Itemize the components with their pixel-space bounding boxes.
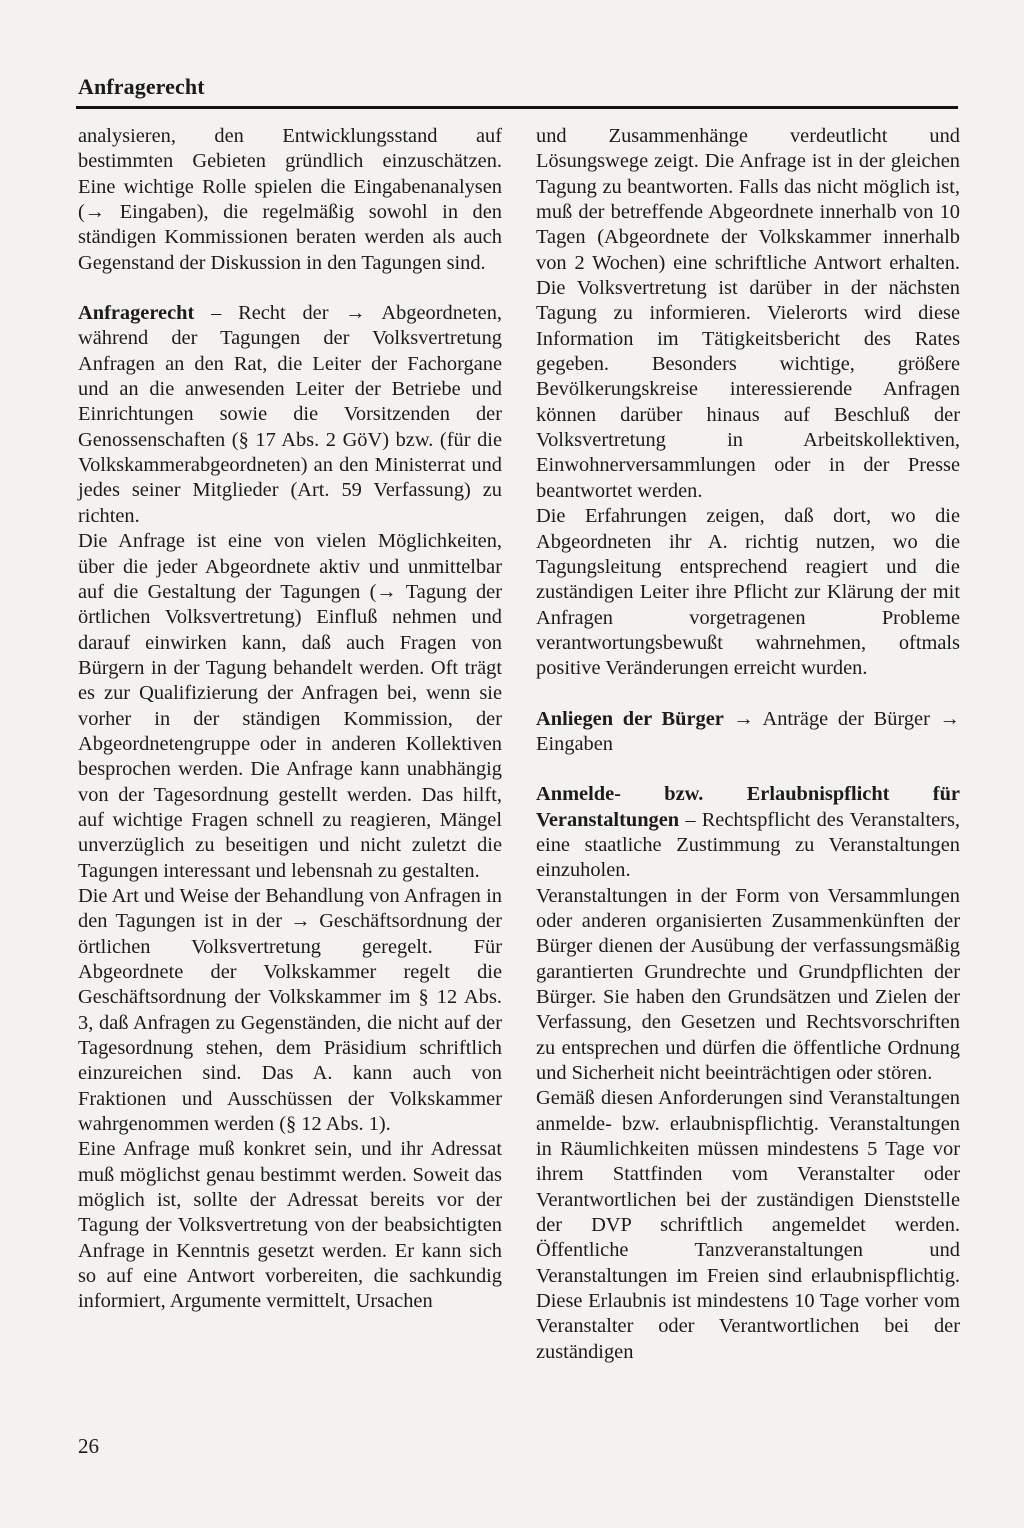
page-number: 26 [78, 1434, 99, 1458]
entry-definition: – Rechtspflicht des Veranstalters, eine staatliche Zustimmung zu Veranstaltungen einzuholen. [536, 808, 960, 882]
entry-anfragerecht [78, 301, 502, 529]
paragraph: analysieren, den Entwicklungsstand auf bestimmten Gebieten gründlich einzuschätzen. Eine wichtige Rolle spielen die Eingabenanalysen (→ Eingaben), die regelmäßig sowohl in den ständigen Kommissionen beraten werden als auch Gegenstand der Diskussion in den Tagungen sind. [78, 125, 502, 274]
header-rule [76, 106, 958, 109]
entry-crossref: → Anträge der Bürger → Eingaben [536, 707, 961, 755]
paragraph: Die Art und Weise der Behandlung von Anfragen in den Tagungen ist in der → Geschäftsordnung der örtlichen Volksvertretung geregelt. Für Abgeordnete der Volkskammer regelt die Geschäftsordnung der Volkskammer im § 12 Abs. 3, daß Anfragen zu Gegenständen, die nicht auf der Tagesordnung stehen, dem Präsidium schriftlich einzureichen sind. Das A. kann auch von Fraktionen und Ausschüssen der Volkskammer wahrgenommen werden (§ 12 Abs. 1). [78, 884, 502, 1136]
paragraph: Eine Anfrage muß konkret sein, und ihr Adressat muß möglichst genau bestimmt werden. Soweit das möglich ist, sollte der Adressat bereits vor der Tagung der Volksvertretung von der beabsichtigten Anfrage in Kenntnis gesetzt werden. Er kann sich so auf eine Antwort vorbereiten, die sachkundig informiert, Argumente vermittelt, Ursachen [78, 1138, 502, 1313]
paragraph: Veranstaltungen in der Form von Versammlungen oder anderen organisierten Zusammenkünften der Bürger dienen der Ausübung der verfassungsmäßig garantierten Grundrechte und Grundpflichten der Bürger. Sie haben den Grundsätzen und Zielen der Verfassung, den Gesetzen und Rechtsvorschriften zu entsprechen und dürfen die öffentliche Ordnung und Sicherheit nicht beeinträchtigen oder stören. [536, 884, 960, 1085]
paragraph: und Zusammenhänge verdeutlicht und Lösungswege zeigt. Die Anfrage ist in der gleichen Tagung zu beantworten. Falls das nicht möglich ist, muß der betreffende Abgeordnete innerhalb von 10 Tagen (Abgeordnete der Volkskammer innerhalb von 2 Wochen) eine schriftliche Antwort erhalten. Die Volksvertretung ist darüber in der nächsten Tagung zu informieren. Vielerorts wird diese Information im Tätigkeitsbericht des Rates gegeben. Besonders wichtige, größere Bevölkerungskreise interessierende Anfragen können darüber hinaus auf Beschluß der Volksvertretung in Arbeitskollektiven, Einwohnerversammlungen oder in der Presse beantwortet werden. [536, 125, 960, 502]
entry-term: Anfragerecht [78, 302, 195, 325]
right-column [536, 124, 960, 1365]
entry-anmeldepflicht [536, 782, 960, 883]
paragraph: Die Anfrage ist eine von vielen Möglichkeiten, über die jeder Abgeordnete aktiv und unmittelbar auf die Gestaltung der Tagungen (→ Tagung der örtlichen Volksvertretung) Einfluß nehmen und darauf einwirken kann, daß auch Fragen von Bürgern in der Tagung behandelt werden. Oft trägt es zur Qualifizierung der Anfragen bei, wenn sie vorher in der ständigen Kommission, der Abgeordnetengruppe oder in anderen Kollektiven besprochen werden. Die Anfrage kann unabhängig von der Tagesordnung gestellt werden. Das hilft, auf wichtige Fragen schnell zu reagieren, Mängel unverzüglich zu beseitigen und nicht zuletzt die Tagungen interessant und lebensnah zu gestalten. [78, 530, 502, 882]
paragraph: Die Erfahrungen zeigen, daß dort, wo die Abgeordneten ihr A. richtig nutzen, wo die Tagungsleitung entsprechend reagiert und die zuständigen Leiter ihre Pflicht zur Klärung der mit Anfragen vorgetragenen Probleme verantwortungsbewußt wahrnehmen, oftmals positive Veränderungen erreicht wurden. [536, 505, 960, 680]
entry-term: Anliegen der Bürger [536, 707, 724, 730]
running-head: Anfragerecht [78, 74, 205, 99]
entry-term: Anmelde- bzw. Erlaubnispflicht für Veranstaltungen [536, 783, 960, 831]
left-column [78, 124, 502, 1315]
paragraph: Gemäß diesen Anforderungen sind Veranstaltungen anmelde- bzw. erlaubnispflichtig. Veranstaltungen in Räumlichkeiten müssen mindestens 5 Tage vor ihrem Stattfinden vom Veranstalter oder Verantwortlichen bei der zuständigen Dienststelle der DVP schriftlich angemeldet werden. Öffentliche Tanzveranstaltungen und Veranstaltungen im Freien sind erlaubnispflichtig. Diese Erlaubnis ist mindestens 10 Tage vorher vom Veranstalter oder Verantwortlichen bei der zuständigen [536, 1087, 960, 1363]
entry-definition: – Recht der → Abgeordneten, während der Tagungen der Volksvertretung Anfragen an den Rat, die Leiter der Fachorgane und an die anwesenden Leiter der Betriebe und Einrichtungen sowie die Vorsitzenden der Genossenschaften (§ 17 Abs. 2 GöV) bzw. (für die Volkskammerabgeordneten) an den Ministerrat und jedes seiner Mitglieder (Art. 59 Verfassung) zu richten. [78, 302, 502, 527]
entry-anliegen [536, 707, 960, 758]
